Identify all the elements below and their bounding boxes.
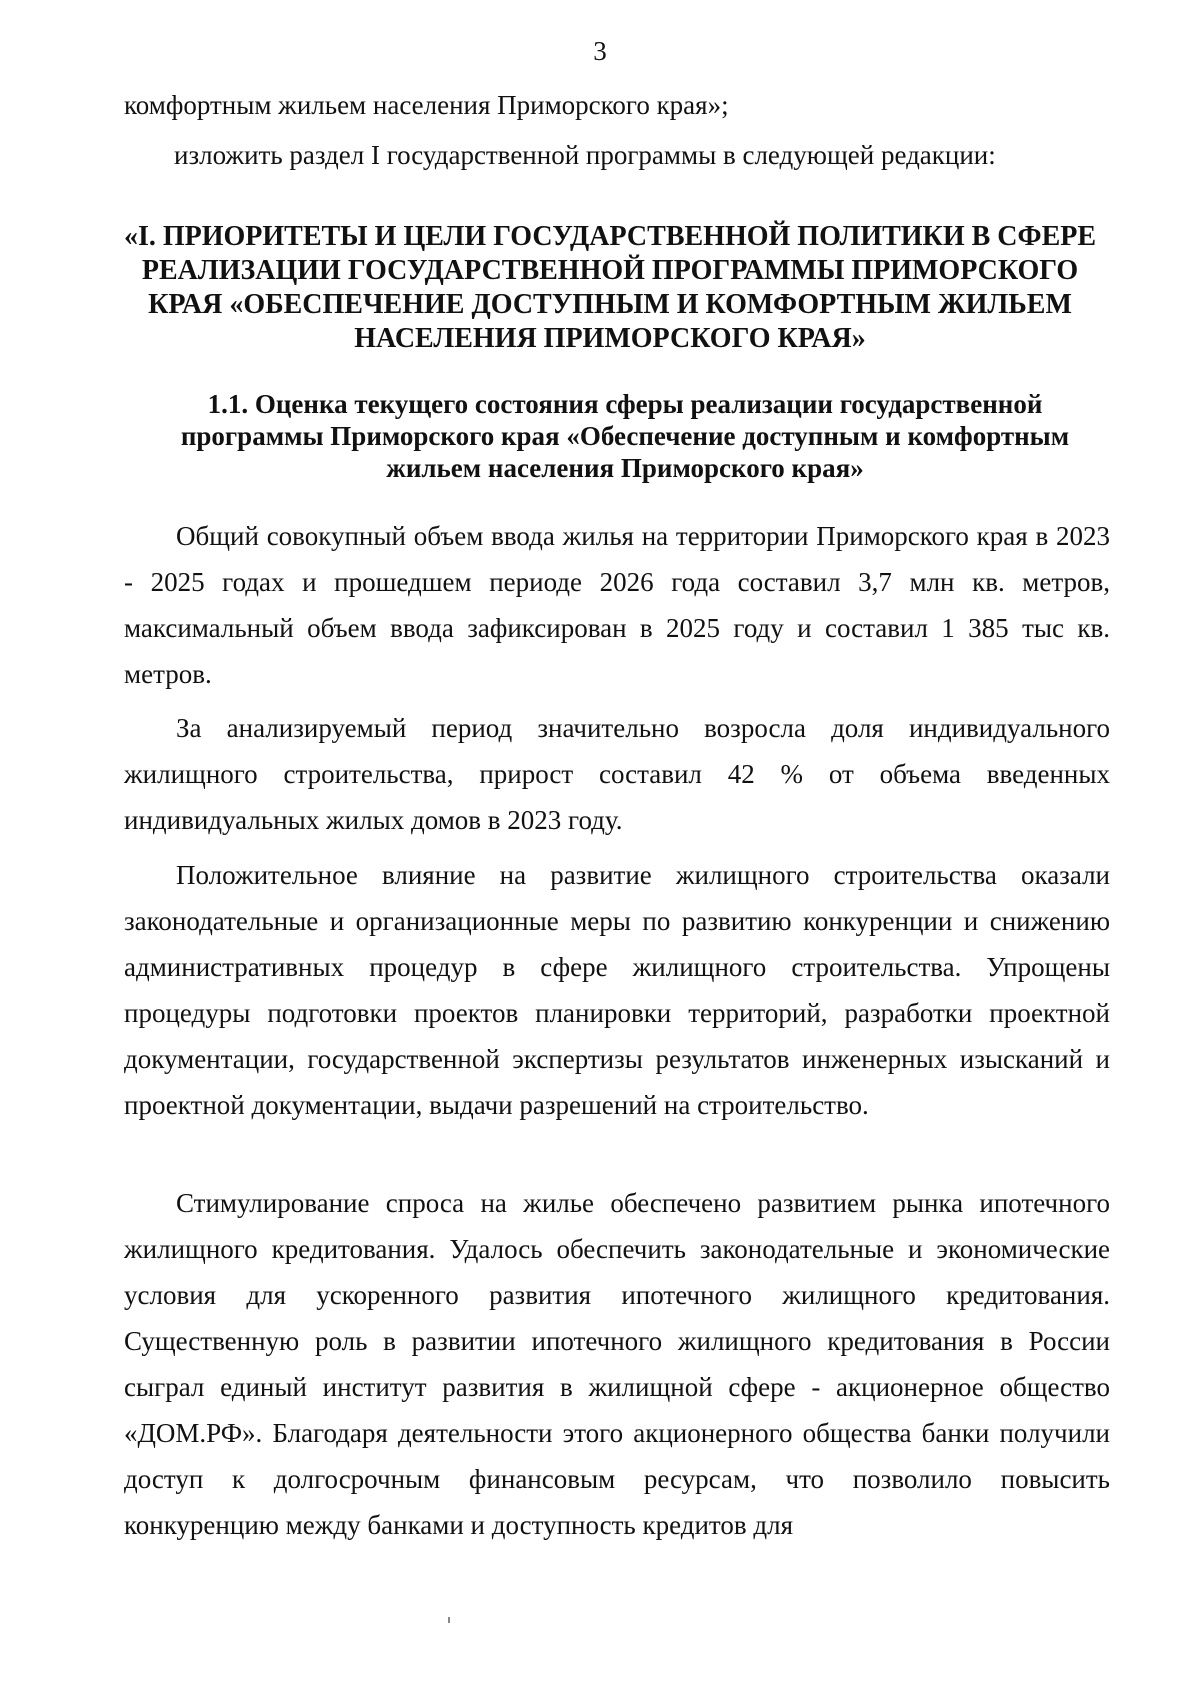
scan-artifact xyxy=(448,1617,450,1623)
sub-heading: 1.1. Оценка текущего состояния сферы реализации государственной программы Приморского края «Обеспечение доступным и комфортным жильем населения Приморского края» xyxy=(180,389,1070,483)
intro-line-continuation: комфортным жильем населения Приморского края»; xyxy=(124,90,729,120)
intro-line-instruction: изложить раздел I государственной программы в следующей редакции: xyxy=(174,140,996,170)
paragraph-mortgage-stimulus: Стимулирование спроса на жилье обеспечено развитием рынка ипотечного жилищного кредитования. Удалось обеспечить законодательные и экономические условия для ускоренного развития ипотечного жилищного кредитования. Существенную роль в развитии ипотечного жилищного кредитования в России сыграл единый институт развития в жилищной сфере - акционерное общество «ДОМ.РФ». Благодаря деятельности этого акционерного общества банки получили доступ к долгосрочным финансовым ресурсам, что позволило повысить конкуренцию между банками и доступность кредитов для xyxy=(124,1188,1110,1540)
paragraph-housing-volume: Общий совокупный объем ввода жилья на территории Приморского края в 2023 - 2025 годах и прошедшем периоде 2026 года составил 3,7 млн кв. метров, максимальный объем ввода зафиксирован в 2025 году и составил 1 385 тыс кв. метров. xyxy=(124,521,1110,689)
page-number: 3 xyxy=(593,36,607,66)
section-heading: «I. ПРИОРИТЕТЫ И ЦЕЛИ ГОСУДАРСТВЕННОЙ ПОЛИТИКИ В СФЕРЕ РЕАЛИЗАЦИИ ГОСУДАРСТВЕННОЙ ПРОГРАММЫ ПРИМОРСКОГО КРАЯ «ОБЕСПЕЧЕНИЕ ДОСТУПНЫМ И КОМФОРТНЫМ ЖИЛЬЕМ НАСЕЛЕНИЯ ПРИМОРСКОГО КРАЯ» xyxy=(123,221,1097,354)
paragraph-individual-construction: За анализируемый период значительно возросла доля индивидуального жилищного строительства, прирост составил 42 % от объема введенных индивидуальных жилых домов в 2023 году. xyxy=(124,713,1110,835)
paragraph-legislative-measures: Положительное влияние на развитие жилищного строительства оказали законодательные и организационные меры по развитию конкуренции и снижению административных процедур в сфере жилищного строительства. Упрощены процедуры подготовки проектов планировки территорий, разработки проектной документации, государственной экспертизы результатов инженерных изысканий и проектной документации, выдачи разрешений на строительство. xyxy=(124,860,1110,1120)
